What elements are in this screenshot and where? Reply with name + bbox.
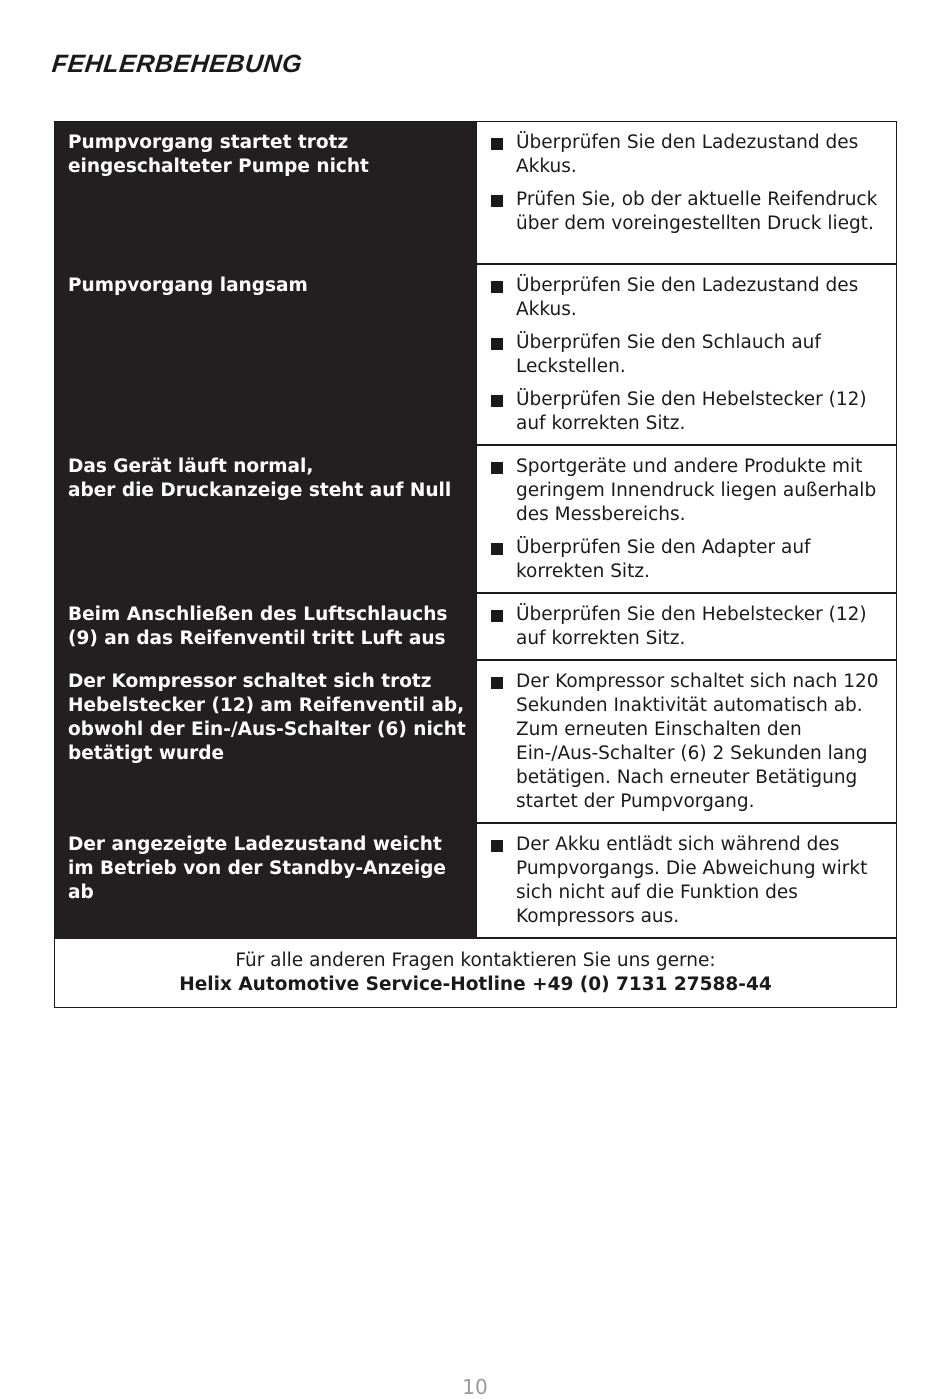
page-title: FEHLERBEHEBUNG (50, 50, 304, 78)
square-bullet-icon (491, 462, 503, 474)
problem-line: aber die Druckanzeige steht auf Null (68, 480, 452, 501)
square-bullet-icon (491, 840, 503, 852)
problem-cell: Beim Anschließen des Luftschlauchs (9) an das Reifenventil tritt Luft aus (55, 594, 476, 661)
square-bullet-icon (491, 610, 503, 622)
solution-item: Überprüfen Sie den Hebelstecker (12) auf korrekten Sitz. (489, 388, 882, 436)
square-bullet-icon (491, 395, 503, 407)
square-bullet-icon (491, 195, 503, 207)
square-bullet-icon (491, 138, 503, 150)
solution-item: Überprüfen Sie den Ladezustand des Akkus. (489, 131, 882, 179)
solution-item: Sportgeräte und andere Produkte mit geringem Innendruck liegen außerhalb des Messbereichs. (489, 455, 882, 527)
table-row (55, 265, 896, 446)
contact-footer (55, 939, 896, 1007)
solution-item: Überprüfen Sie den Hebelstecker (12) auf korrekten Sitz. (489, 603, 882, 651)
problem-cell (55, 446, 476, 594)
solution-item: Überprüfen Sie den Ladezustand des Akkus. (489, 274, 882, 322)
square-bullet-icon (491, 281, 503, 293)
table-row (55, 661, 896, 824)
table-row (55, 594, 896, 661)
solution-cell (476, 122, 896, 265)
solution-cell (476, 265, 896, 446)
solution-item: Überprüfen Sie den Adapter auf korrekten Sitz. (489, 536, 882, 584)
square-bullet-icon (491, 338, 503, 350)
square-bullet-icon (491, 677, 503, 689)
solution-cell (476, 824, 896, 939)
solution-item: Der Akku entlädt sich während des Pumpvorgangs. Die Abweichung wirkt sich nicht auf die Funktion des Kompressors aus. (489, 833, 882, 929)
solution-item: Der Kompressor schaltet sich nach 120 Sekunden Inaktivität automatisch ab. Zum erneuten Einschalten den Ein-/Aus-Schalter (6) 2 Sekunden lang betätigen. Nach erneuter Betätigung startet der Pumpvorgang. (489, 670, 882, 814)
service-hotline: Helix Automotive Service-Hotline +49 (0) 7131 27588-44 (179, 974, 772, 995)
troubleshooting-table (54, 121, 897, 1008)
solution-cell (476, 661, 896, 824)
problem-cell: Der Kompressor schaltet sich trotz Hebelstecker (12) am Reifenventil ab, obwohl der Ein-/Aus-Schalter (6) nicht betätigt wurde (55, 661, 476, 824)
problem-cell: Der angezeigte Ladezustand weicht im Betrieb von der Standby-Anzeige ab (55, 824, 476, 939)
problem-cell: Pumpvorgang startet trotz eingeschalteter Pumpe nicht (55, 122, 476, 265)
square-bullet-icon (491, 543, 503, 555)
solution-cell (476, 446, 896, 594)
table-row (55, 122, 896, 265)
problem-cell: Pumpvorgang langsam (55, 265, 476, 446)
solution-item: Prüfen Sie, ob der aktuelle Reifendruck über dem voreingestellten Druck liegt. (489, 188, 882, 236)
page-number: 10 (462, 1375, 488, 1399)
solution-item: Überprüfen Sie den Schlauch auf Leckstellen. (489, 331, 882, 379)
table-row (55, 446, 896, 594)
solution-cell (476, 594, 896, 661)
problem-line: Das Gerät läuft normal, (68, 456, 314, 477)
table-row (55, 824, 896, 939)
contact-text: Für alle anderen Fragen kontaktieren Sie uns gerne: (235, 950, 716, 971)
